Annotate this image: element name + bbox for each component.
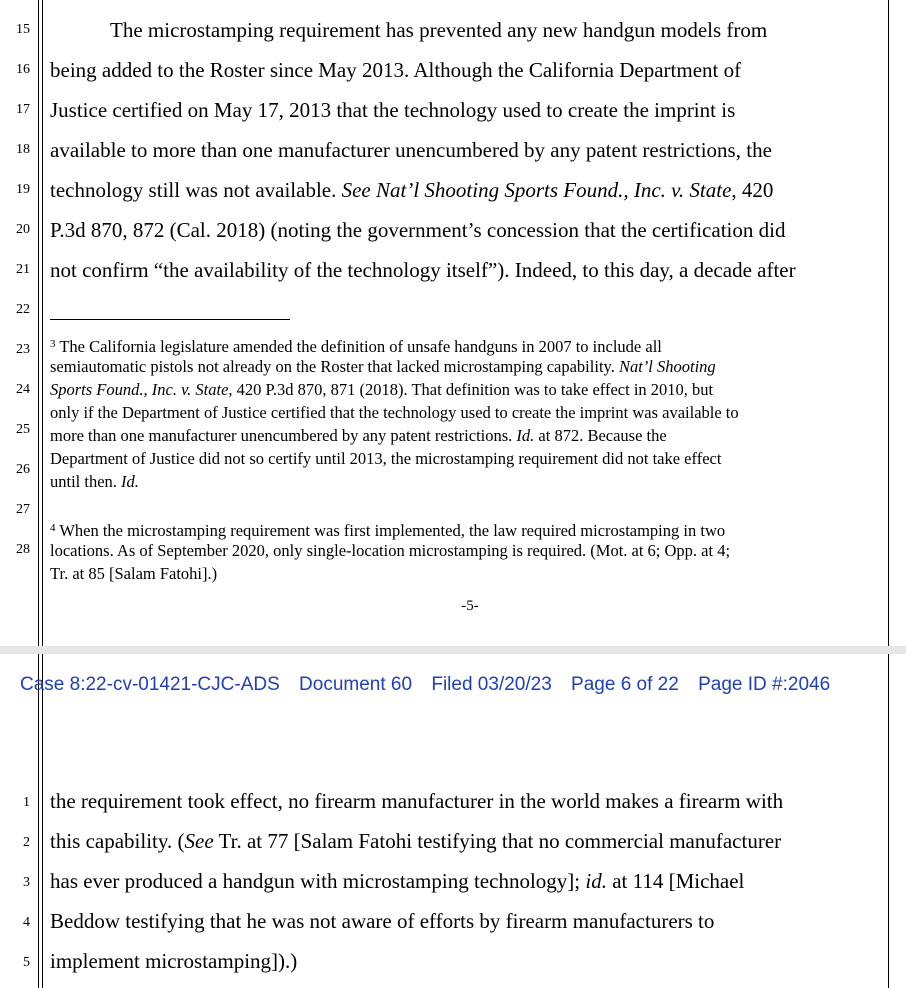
- body-line: the requirement took effect, no firearm manufacturer in the world makes a firearm with: [50, 789, 784, 813]
- footnote-3-line: [50, 357, 716, 377]
- body-line: not confirm “the availability of the technology itself”). Indeed, to this day, a decade after: [50, 258, 796, 282]
- footnote-text: semiautomatic pistols not already on the Roster that lacked microstamping capability.: [50, 357, 619, 376]
- footnote-4-line: locations. As of September 2020, only single-location microstamping is required. (Mot. at 6; Opp. at 4;: [50, 541, 731, 560]
- line-number: 22: [16, 302, 30, 317]
- margin-line-left-1: [38, 0, 39, 646]
- margin-line-right: [888, 0, 889, 646]
- line-number: 5: [23, 955, 30, 970]
- body-text: technology still was not available.: [50, 178, 342, 202]
- document-number: Document 60: [299, 674, 413, 695]
- case-citation: Sports Found., Inc. v. State: [50, 380, 229, 399]
- body-line: Beddow testifying that he was not aware of efforts by firearm manufacturers to: [50, 909, 715, 933]
- margin-line-left-2: [42, 0, 43, 646]
- line-number: 4: [23, 915, 30, 930]
- body-line: available to more than one manufacturer unencumbered by any patent restrictions, the: [50, 138, 772, 162]
- line-number: 17: [16, 102, 30, 117]
- line-number: 21: [16, 262, 30, 277]
- footnote-text: When the microstamping requirement was first implemented, the law required microstamping in two: [55, 521, 726, 540]
- id-citation: Id.: [516, 426, 535, 445]
- footnote-text: until then.: [50, 472, 122, 491]
- line-number: 2: [23, 835, 30, 850]
- case-citation: See Nat’l Shooting Sports Found., Inc. v. State: [341, 178, 732, 202]
- footnote-3-line: [50, 334, 662, 357]
- footnote-marker: 4: [50, 522, 56, 534]
- case-number: Case 8:22-cv-01421-CJC-ADS: [20, 674, 280, 695]
- page-6-top: [0, 654, 906, 988]
- line-number: 27: [16, 502, 30, 517]
- body-text: at 114 [Michael: [606, 869, 745, 893]
- footnote-text: more than one manufacturer unencumbered by any patent restrictions.: [50, 426, 517, 445]
- margin-line-left-1: [38, 654, 39, 988]
- footnote-separator: [50, 319, 290, 320]
- body-line: P.3d 870, 872 (Cal. 2018) (noting the government’s concession that the certification did: [50, 218, 786, 242]
- body-line: [50, 868, 744, 894]
- line-number: 15: [16, 22, 30, 37]
- footnote-4-line: Tr. at 85 [Salam Fatohi].): [50, 564, 218, 583]
- body-line: The microstamping requirement has prevented any new handgun models from: [110, 18, 768, 42]
- footnote-3-line: [50, 426, 667, 446]
- signal-citation: See: [184, 829, 214, 853]
- line-number: 19: [16, 182, 30, 197]
- footnote-3-line: only if the Department of Justice certified that the technology used to create the imprint was available to: [50, 403, 739, 422]
- body-line: Justice certified on May 17, 2013 that the technology used to create the imprint is: [50, 98, 736, 122]
- body-line: being added to the Roster since May 2013. Although the California Department of: [50, 58, 742, 82]
- body-text: , 420: [731, 178, 774, 202]
- page-id: Page ID #:2046: [698, 674, 831, 695]
- footnote-marker: 3: [50, 338, 56, 350]
- id-citation: Id.: [121, 472, 139, 491]
- body-line: [50, 177, 773, 203]
- footnote-3-line: Department of Justice did not so certify until 2013, the microstamping requirement did not take effect: [50, 449, 722, 468]
- body-text: has ever produced a handgun with microstamping technology];: [50, 869, 586, 893]
- footnote-3-line: [50, 380, 713, 400]
- body-text: Tr. at 77 [Salam Fatohi testifying that no commercial manufacturer: [213, 829, 782, 853]
- line-number: 16: [16, 62, 30, 77]
- body-line: [50, 828, 781, 854]
- footnote-text: The California legislature amended the definition of unsafe handguns in 2007 to include all: [55, 337, 662, 356]
- page-count: Page 6 of 22: [571, 674, 679, 695]
- page-number: -5-: [461, 598, 479, 614]
- line-number: 18: [16, 142, 30, 157]
- line-number: 26: [16, 462, 30, 477]
- line-number: 28: [16, 542, 30, 557]
- footnote-text: , 420 P.3d 870, 871 (2018). That definition was to take effect in 2010, but: [228, 380, 714, 399]
- id-citation: id.: [585, 869, 607, 893]
- footnote-4-line: [50, 518, 725, 541]
- page-separator: [0, 646, 906, 654]
- filed-date: Filed 03/20/23: [431, 674, 552, 695]
- body-line: implement microstamping]).): [50, 949, 298, 973]
- line-number: 23: [16, 342, 30, 357]
- case-header: [20, 674, 844, 696]
- line-number: 24: [16, 382, 30, 397]
- line-number: 25: [16, 422, 30, 437]
- margin-line-left-2: [42, 654, 43, 988]
- case-citation: Nat’l Shooting: [618, 357, 716, 376]
- footnote-text: at 872. Because the: [534, 426, 667, 445]
- margin-line-right: [888, 654, 889, 988]
- body-text: this capability. (: [50, 829, 185, 853]
- line-number: 20: [16, 222, 30, 237]
- footnote-3-line: [50, 472, 139, 492]
- line-number: 1: [23, 795, 30, 810]
- line-number: 3: [23, 875, 30, 890]
